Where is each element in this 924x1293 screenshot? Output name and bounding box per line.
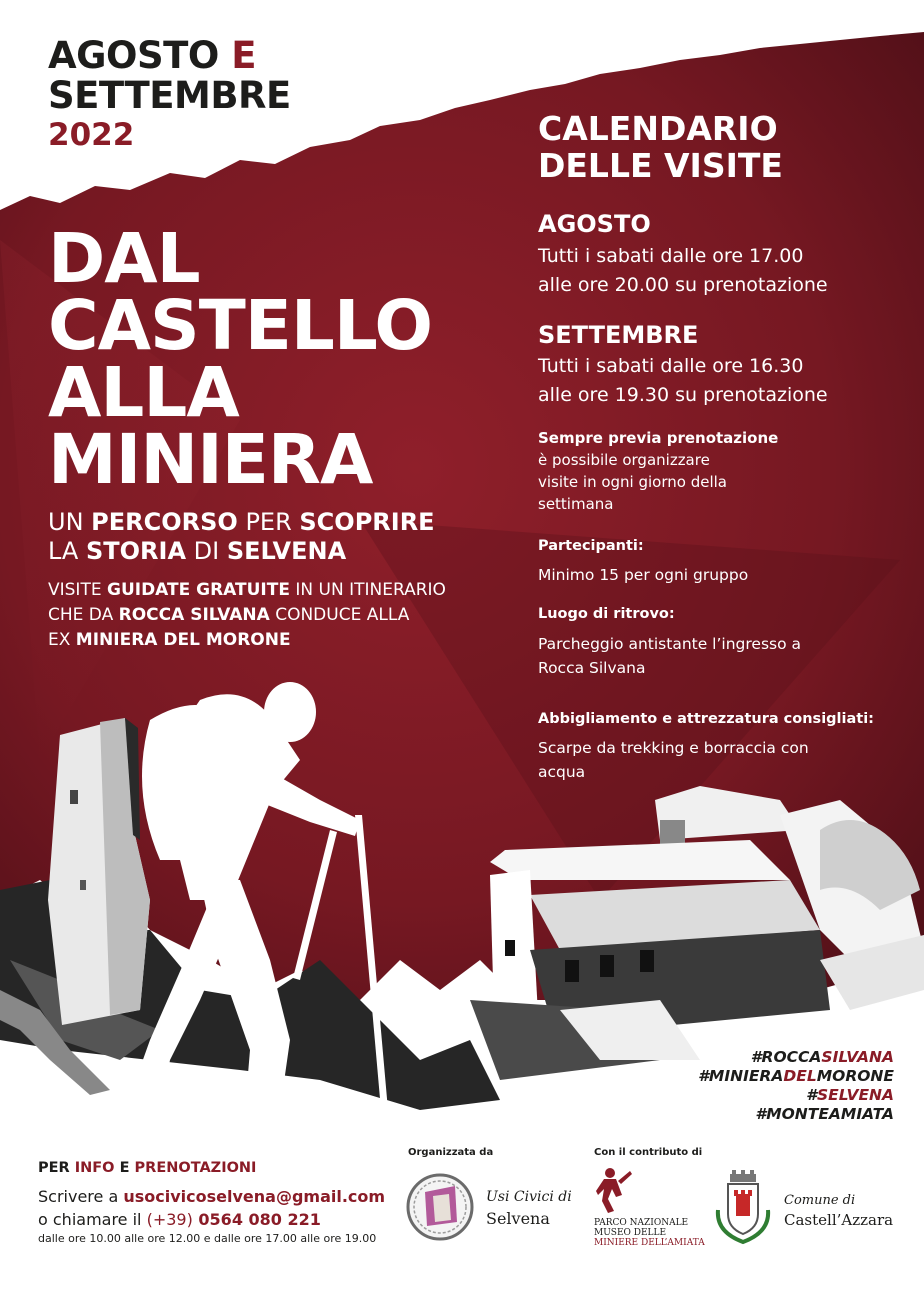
date-year: 2022 <box>48 117 135 153</box>
september-label: SETTEMBRE <box>538 321 699 349</box>
date-line-2: SETTEMBRE <box>48 74 291 117</box>
info-email-line: Scrivere a usocivicoselvena@gmail.com <box>38 1187 386 1206</box>
usi-civici-label-1: Usi Civici di <box>486 1189 572 1205</box>
hashtag: #MINIERADELMORONE <box>698 1067 894 1085</box>
castell-azzara-crest-icon <box>712 1170 774 1246</box>
description: VISITE GUIDATE GRATUITE IN UN ITINERARIO CHE DA ROCCA SILVANA CONDUCE ALLA EX MINIERA DEL MORONE <box>48 580 446 650</box>
comune-label-2: Castell’Azzara <box>784 1211 894 1229</box>
date-line-1: AGOSTO E <box>48 34 256 77</box>
title-line: CASTELLO <box>48 286 433 366</box>
title-line: ALLA <box>48 353 239 433</box>
email-link[interactable]: usocivicoselvena@gmail.com <box>123 1187 386 1206</box>
miner-logo-icon <box>594 1165 634 1215</box>
info-heading: PER INFO E PRENOTAZIONI <box>38 1160 257 1176</box>
meeting-text: Parcheggio antistante l’ingresso a Rocca Silvana <box>538 635 802 677</box>
title-line: MINIERA <box>48 420 373 500</box>
gear-text: Scarpe da trekking e borraccia con acqua <box>538 739 809 781</box>
date-block <box>48 36 291 154</box>
hashtag: #MONTEAMIATA <box>755 1105 894 1123</box>
main-title <box>48 219 433 500</box>
info-phone-line: o chiamare il (+39) 0564 080 221 <box>38 1210 321 1229</box>
usi-civici-label-2: Selvena <box>486 1209 550 1228</box>
usi-civici-emblem-icon <box>405 1172 475 1242</box>
september-schedule: Tutti i sabati dalle ore 16.30 alle ore 19.30 su prenotazione <box>538 355 828 406</box>
subtitle: UN PERCORSO PER SCOPRIRE LA STORIA DI SELVENA <box>48 508 435 565</box>
participants-label: Partecipanti: <box>538 538 644 554</box>
date-conjunction: E <box>231 34 256 77</box>
august-schedule: Tutti i sabati dalle ore 17.00 alle ore 20.00 su prenotazione <box>538 245 828 296</box>
info-hours: dalle ore 10.00 alle ore 12.00 e dalle ore 17.00 alle ore 19.00 <box>38 1232 377 1245</box>
hashtag: #SELVENA <box>806 1086 894 1104</box>
phone-number[interactable]: 0564 080 221 <box>192 1210 321 1229</box>
august-label: AGOSTO <box>538 210 651 238</box>
booking-note: Sempre previa prenotazione è possibile organizzare visite in ogni giorno della settimana <box>538 429 779 513</box>
title-line: DAL <box>48 219 200 299</box>
meeting-label: Luogo di ritrovo: <box>538 606 675 622</box>
calendar-title: CALENDARIO DELLE VISITE <box>538 109 783 185</box>
organized-by-label: Organizzata da <box>408 1147 494 1158</box>
participants-text: Minimo 15 per ogni gruppo <box>538 566 749 584</box>
gear-label: Abbigliamento e attrezzatura consigliati: <box>538 711 874 727</box>
comune-label-1: Comune di <box>784 1193 856 1208</box>
hashtags <box>698 1048 894 1124</box>
parco-logo-text: PARCO NAZIONALE MUSEO DELLE MINIERE DELL’AMIATA <box>594 1218 705 1248</box>
contribution-label: Con il contributo di <box>594 1147 703 1158</box>
hashtag: #ROCCASILVANA <box>750 1048 894 1066</box>
